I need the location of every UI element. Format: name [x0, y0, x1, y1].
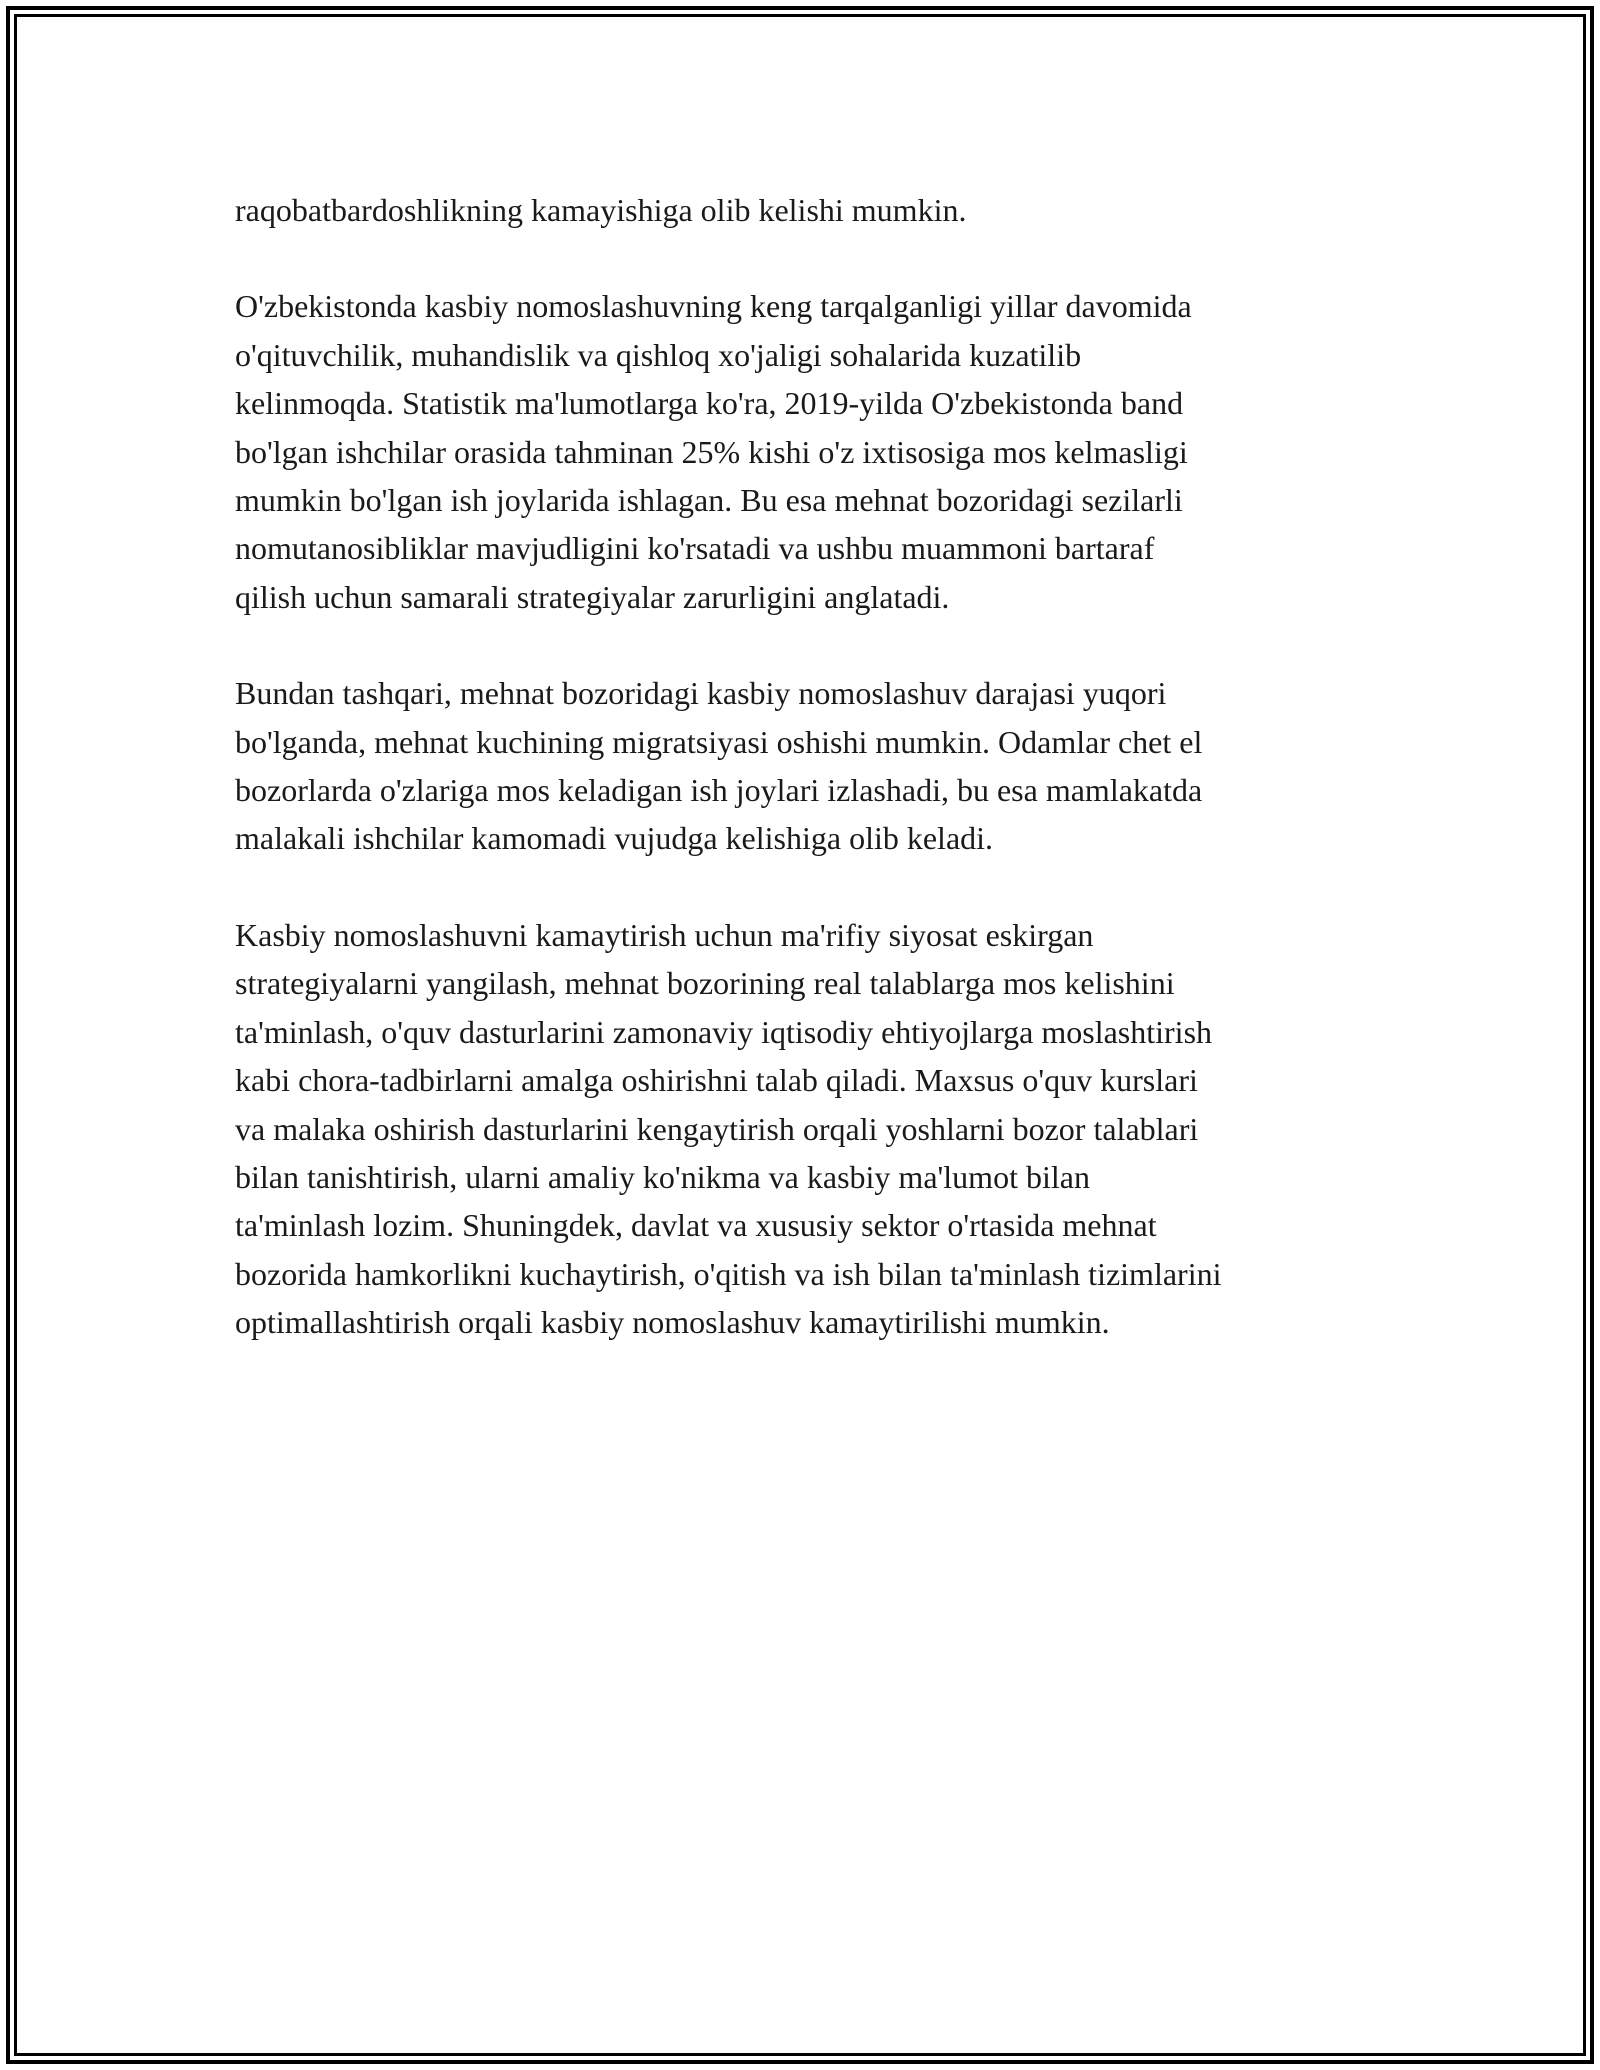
text-line: bo'lgan ishchilar orasida tahminan 25% kishi o'z ixtisosiga mos kelmasligi	[235, 433, 1188, 470]
text-line: va malaka oshirish dasturlarini kengaytirish orqali yoshlarni bozor talablari	[235, 1110, 1199, 1147]
text-line: raqobatbardoshlikning kamayishiga olib kelishi mumkin.	[235, 192, 967, 228]
text-line: bilan tanishtirish, ularni amaliy ko'nikma va kasbiy ma'lumot bilan	[235, 1158, 1090, 1195]
text-line: mumkin bo'lgan ish joylarida ishlagan. Bu esa mehnat bozoridagi sezilarli	[235, 482, 1183, 519]
paragraph-3	[235, 669, 1385, 863]
text-line: kabi chora-tadbirlarni amalga oshirishni talab qiladi. Maxsus o'quv kurslari	[235, 1062, 1198, 1099]
document-body	[235, 186, 1385, 1395]
text-line: ta'minlash, o'quv dasturlarini zamonaviy iqtisodiy ehtiyojlarga moslashtirish	[235, 1013, 1213, 1050]
text-line: bozorlarda o'zlariga mos keladigan ish joylari izlashadi, bu esa mamlakatda	[235, 772, 1203, 809]
text-line: qilish uchun samarali strategiyalar zarurligini anglatadi.	[235, 578, 950, 615]
text-line: optimallashtirish orqali kasbiy nomoslashuv kamaytirilishi mumkin.	[235, 1304, 1110, 1341]
text-line: Kasbiy nomoslashuvni kamaytirish uchun ma'rifiy siyosat eskirgan	[235, 916, 1094, 953]
text-line: nomutanosibliklar mavjudligini ko'rsatadi va ushbu muammoni bartaraf	[235, 530, 1155, 567]
paragraph-4	[235, 911, 1385, 1347]
text-line: malakali ishchilar kamomadi vujudga kelishiga olib keladi.	[235, 820, 994, 857]
text-line: ta'minlash lozim. Shuningdek, davlat va xususiy sektor o'rtasida mehnat	[235, 1207, 1157, 1244]
paragraph-1	[235, 186, 1385, 234]
paragraph-2	[235, 282, 1385, 621]
text-line: O'zbekistonda kasbiy nomoslashuvning keng tarqalganligi yillar davomida	[235, 288, 1192, 325]
text-line: bozorida hamkorlikni kuchaytirish, o'qitish va ish bilan ta'minlash tizimlarini	[235, 1255, 1222, 1292]
text-line: Bundan tashqari, mehnat bozoridagi kasbiy nomoslashuv darajasi yuqori	[235, 675, 1167, 712]
text-line: bo'lganda, mehnat kuchining migratsiyasi oshishi mumkin. Odamlar chet el	[235, 723, 1203, 760]
text-line: kelinmoqda. Statistik ma'lumotlarga ko'ra, 2019-yilda O'zbekistonda band	[235, 385, 1184, 422]
text-line: strategiyalarni yangilash, mehnat bozorining real talablarga mos kelishini	[235, 965, 1175, 1002]
text-line: o'qituvchilik, muhandislik va qishloq xo'jaligi sohalarida kuzatilib	[235, 336, 1082, 373]
